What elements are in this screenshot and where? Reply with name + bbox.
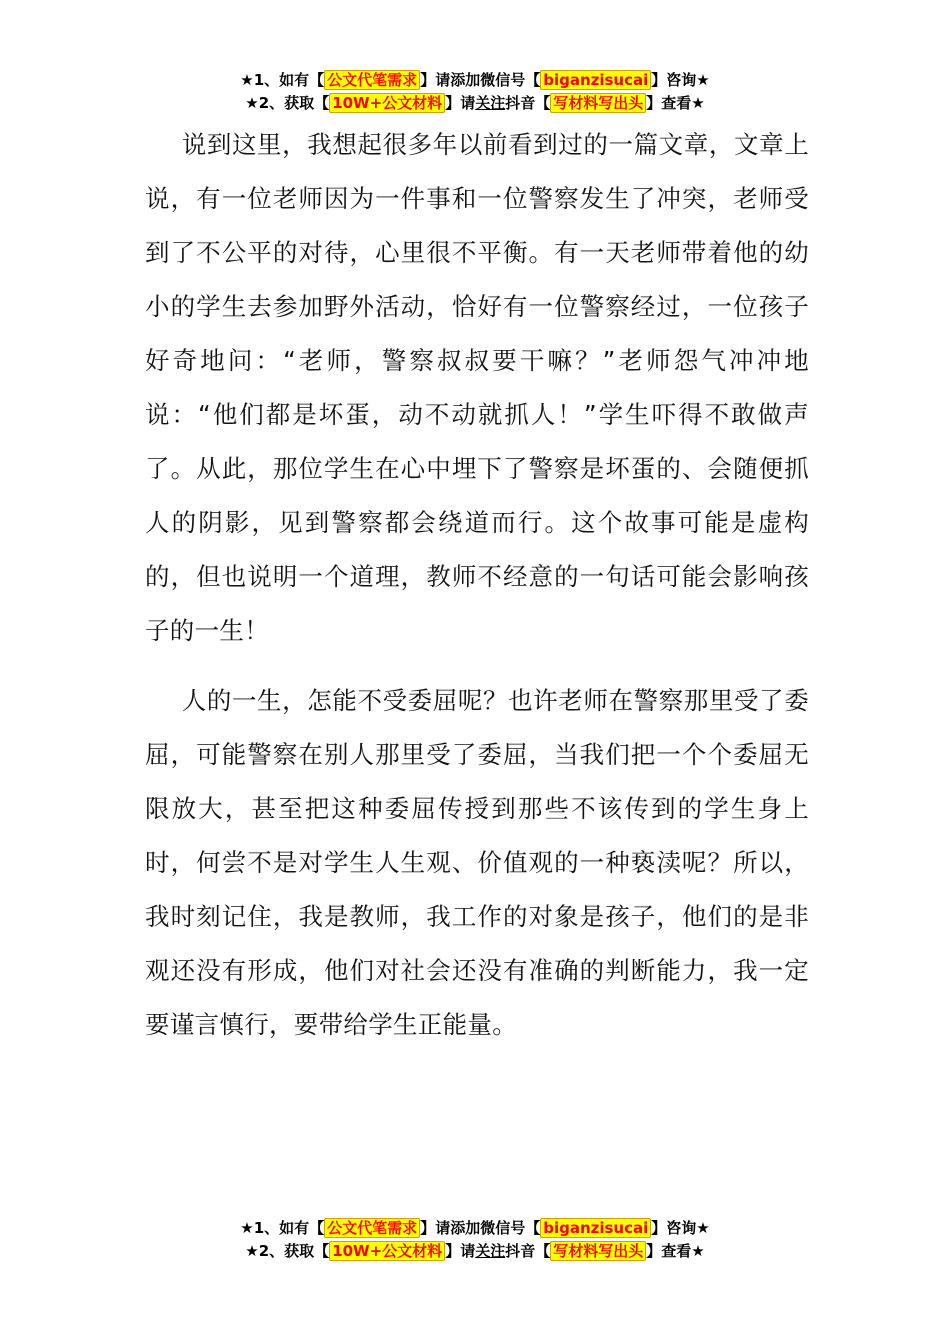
header-line-1-part-c: 】咨询★ <box>651 71 710 89</box>
document-body <box>145 118 809 1052</box>
footer-line-2 <box>0 1240 950 1263</box>
footer-banner <box>0 1217 950 1263</box>
header-line-1-part-b: 】请添加微信号【 <box>420 71 541 89</box>
footer-line-1-part-b: 】请添加微信号【 <box>420 1219 541 1237</box>
body-paragraph-2: 人的一生，怎能不受委屈呢？也许老师在警察那里受了委屈，可能警察在别人那里受了委屈，当我们把一个个委屈无限放大，甚至把这种委屈传授到那些不该传到的学生身上时，何尝不是对学生人生观、价值观的一种亵渎呢？所以，我时刻记住，我是教师，我工作的对象是孩子，他们的是非观还没有形成，他们对社会还没有准确的判断能力，我一定要谨言慎行，要带给学生正能量。 <box>145 686 809 1039</box>
header-line-1-part-a: ★1、如有【 <box>240 71 325 89</box>
footer-line-2-part-c: 抖音【 <box>505 1242 551 1260</box>
header-line-1 <box>0 69 950 92</box>
highlight-douyin-account: 写材料写出头 <box>550 93 646 113</box>
footer-line-2-part-d: 】查看★ <box>646 1242 705 1260</box>
highlight-douyin-account: 写材料写出头 <box>550 1241 646 1261</box>
footer-line-1-part-a: ★1、如有【 <box>240 1219 325 1237</box>
header-line-2-part-c: 抖音【 <box>505 94 551 112</box>
footer-line-1-part-c: 】咨询★ <box>651 1219 710 1237</box>
header-line-2-part-d: 】查看★ <box>646 94 705 112</box>
highlight-wechat-id: biganzisucai <box>540 1218 651 1238</box>
footer-line-2-part-b: 】请 <box>445 1242 476 1260</box>
underlined-follow: 关注 <box>475 1242 506 1260</box>
header-banner <box>0 69 950 115</box>
underlined-follow: 关注 <box>475 94 506 112</box>
header-line-2-part-a: ★2、获取【 <box>245 94 330 112</box>
highlight-writing-service: 公文代笔需求 <box>324 70 420 90</box>
highlight-wechat-id: biganzisucai <box>540 70 651 90</box>
header-line-2-part-b: 】请 <box>445 94 476 112</box>
highlight-materials: 10W+公文材料 <box>329 93 445 113</box>
footer-line-2-part-a: ★2、获取【 <box>245 1242 330 1260</box>
footer-line-1 <box>0 1217 950 1240</box>
highlight-writing-service: 公文代笔需求 <box>324 1218 420 1238</box>
body-paragraph-1: 说到这里，我想起很多年以前看到过的一篇文章，文章上说，有一位老师因为一件事和一位警察发生了冲突，老师受到了不公平的对待，心里很不平衡。有一天老师带着他的幼小的学生去参加野外活动，恰好有一位警察经过，一位孩子好奇地问：“老师，警察叔叔要干嘛？”老师怨气冲冲地说：“他们都是坏蛋，动不动就抓人！”学生吓得不敢做声了。从此，那位学生在心中埋下了警察是坏蛋的、会随便抓人的阴影，见到警察都会绕道而行。这个故事可能是虚构的，但也说明一个道理，教师不经意的一句话可能会影响孩子的一生！ <box>145 130 809 645</box>
header-line-2 <box>0 92 950 115</box>
highlight-materials: 10W+公文材料 <box>329 1241 445 1261</box>
